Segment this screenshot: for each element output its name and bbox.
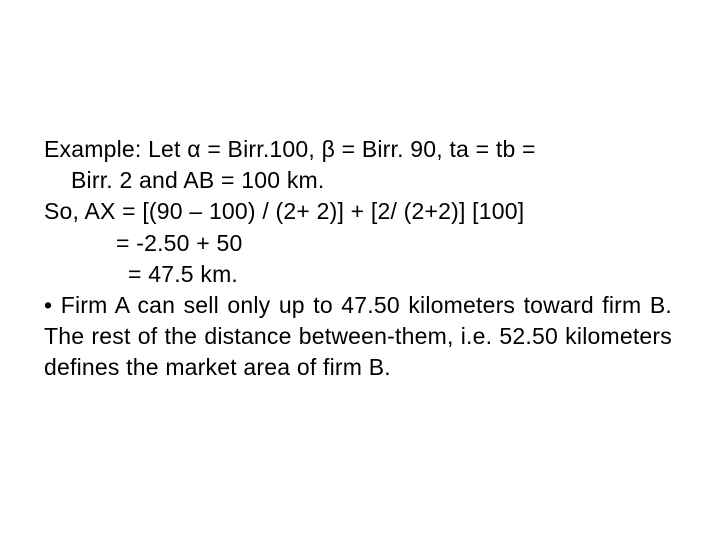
bullet-text: Firm A can sell only up to 47.50 kilometers toward firm B. The rest of the distance between-them, i.e. 52.50 kilometers defines the market area of firm B. (44, 291, 672, 381)
bullet-paragraph (44, 290, 672, 384)
ax-formula-line: So, AX = [(90 – 100) / (2+ 2)] + [2/ (2+2)] [100] (44, 198, 525, 225)
example-continuation-line: Birr. 2 and AB = 100 km. (71, 167, 325, 194)
ax-result-line: = 47.5 km. (128, 260, 239, 287)
ax-step-line: = -2.50 + 50 (116, 229, 243, 256)
example-line: Example: Let α = Birr.100, β = Birr. 90, ta = tb = (44, 136, 536, 162)
slide-body-text (44, 134, 672, 384)
bullet-marker: • (44, 291, 53, 318)
